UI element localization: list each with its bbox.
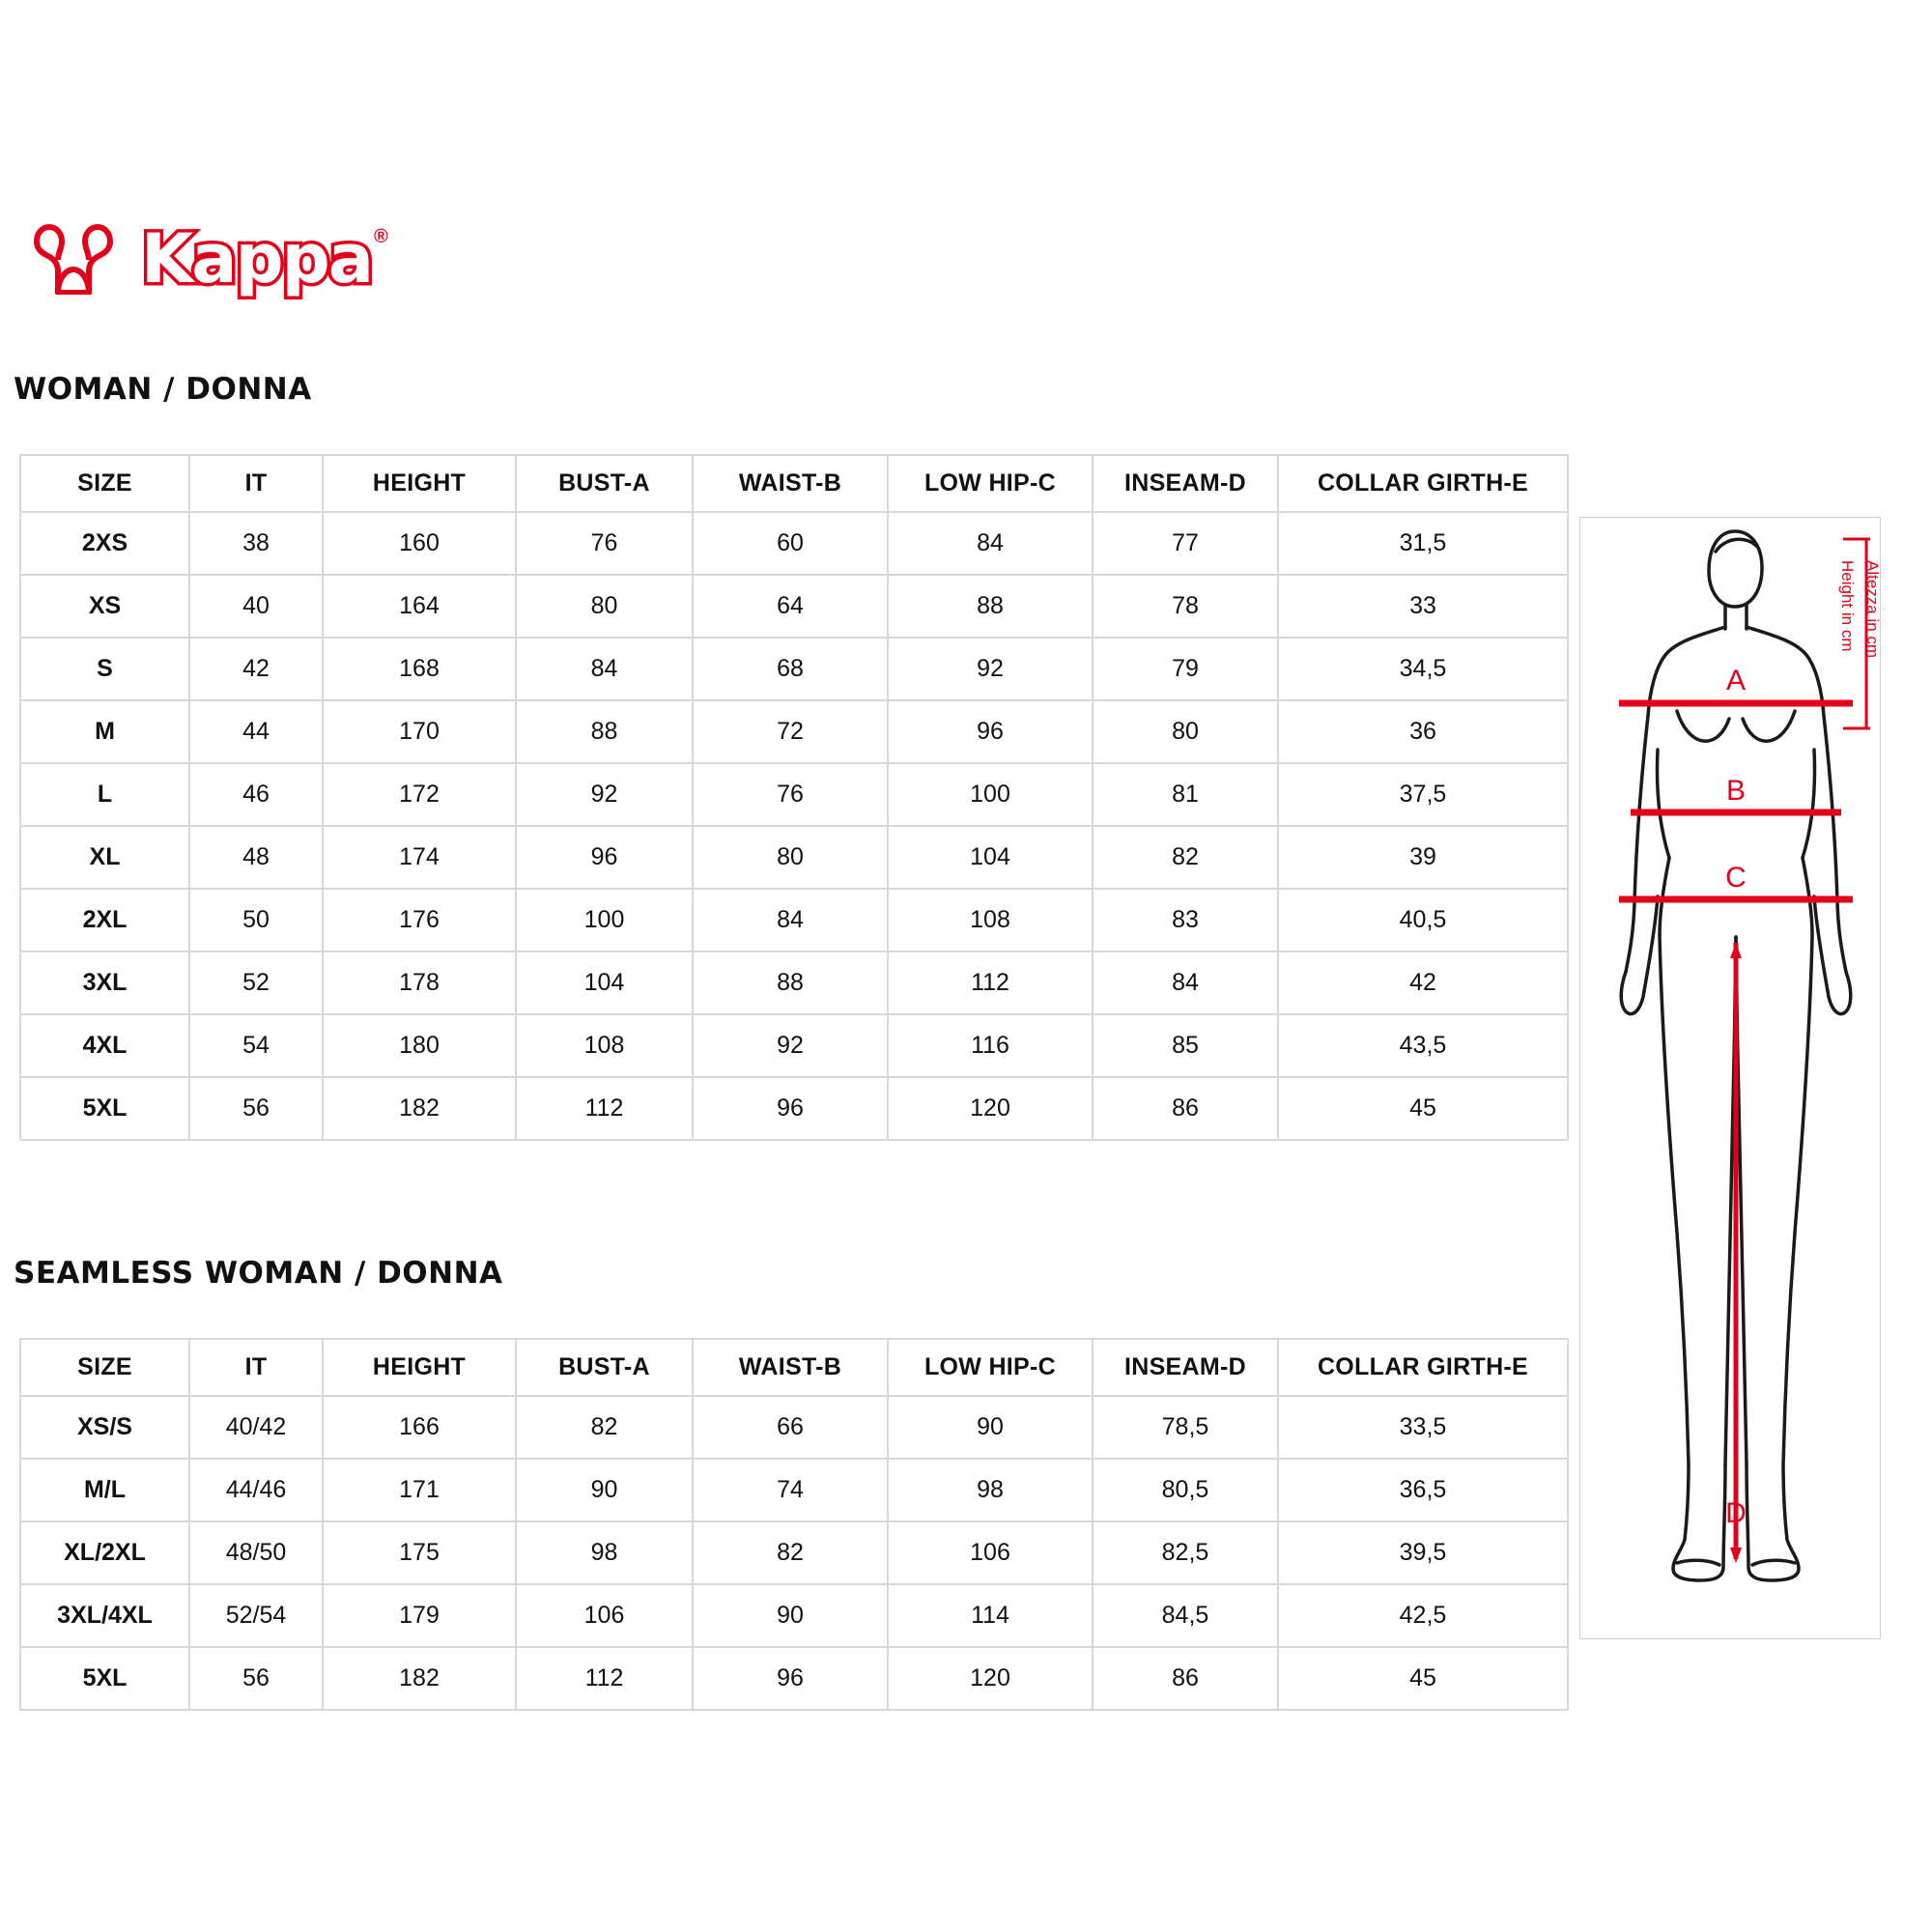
cell-it: 52/54 [189,1584,323,1647]
cell-collar: 42 [1278,952,1568,1014]
cell-it: 56 [189,1077,323,1140]
column-header-waist: WAIST-B [693,1339,888,1396]
cell-hip: 120 [888,1647,1093,1710]
cell-bust: 80 [516,575,693,638]
cell-hip: 92 [888,638,1093,700]
marker-a-label: A [1725,665,1747,696]
cell-size: 3XL [20,952,189,1014]
cell-collar: 40,5 [1278,889,1568,952]
cell-inseam: 84 [1093,952,1278,1014]
cell-inseam: 80,5 [1093,1459,1278,1521]
cell-collar: 42,5 [1278,1584,1568,1647]
cell-height: 168 [323,638,516,700]
marker-b-label: B [1725,775,1747,807]
cell-size: L [20,763,189,826]
cell-waist: 96 [693,1647,888,1710]
cell-it: 50 [189,889,323,952]
cell-collar: 37,5 [1278,763,1568,826]
cell-waist: 92 [693,1014,888,1077]
table-row [20,1014,1568,1077]
column-header-size: SIZE [20,1339,189,1396]
cell-height: 180 [323,1014,516,1077]
registered-mark: ® [373,226,388,247]
measurement-figure [1579,517,1881,1639]
cell-collar: 36,5 [1278,1459,1568,1521]
column-header-height: HEIGHT [323,455,516,512]
cell-waist: 64 [693,575,888,638]
cell-hip: 90 [888,1396,1093,1459]
cell-height: 179 [323,1584,516,1647]
cell-height: 171 [323,1459,516,1521]
table-row [20,889,1568,952]
kappa-wordmark: Kappa [141,219,372,298]
table-row [20,1584,1568,1647]
cell-height: 178 [323,952,516,1014]
cell-size: 2XS [20,512,189,575]
cell-hip: 114 [888,1584,1093,1647]
cell-inseam: 81 [1093,763,1278,826]
cell-it: 56 [189,1647,323,1710]
cell-inseam: 79 [1093,638,1278,700]
cell-inseam: 77 [1093,512,1278,575]
cell-height: 172 [323,763,516,826]
cell-bust: 106 [516,1584,693,1647]
cell-bust: 96 [516,826,693,889]
cell-waist: 76 [693,763,888,826]
cell-collar: 36 [1278,700,1568,763]
cell-hip: 104 [888,826,1093,889]
cell-collar: 31,5 [1278,512,1568,575]
table-row [20,952,1568,1014]
cell-inseam: 78 [1093,575,1278,638]
cell-waist: 80 [693,826,888,889]
cell-it: 44 [189,700,323,763]
cell-hip: 98 [888,1459,1093,1521]
cell-collar: 45 [1278,1077,1568,1140]
table-row [20,575,1568,638]
column-header-bust: BUST-A [516,1339,693,1396]
column-header-inseam: INSEAM-D [1093,455,1278,512]
section-title-woman: WOMAN / DONNA [14,372,312,407]
column-header-bust: BUST-A [516,455,693,512]
cell-inseam: 83 [1093,889,1278,952]
cell-it: 40/42 [189,1396,323,1459]
cell-inseam: 82 [1093,826,1278,889]
table-row [20,512,1568,575]
cell-waist: 88 [693,952,888,1014]
height-label-it: Altezza in cm [1863,560,1882,659]
table-row [20,1459,1568,1521]
cell-size: XL/2XL [20,1521,189,1584]
cell-height: 160 [323,512,516,575]
cell-waist: 96 [693,1077,888,1140]
cell-collar: 39,5 [1278,1521,1568,1584]
cell-size: XS [20,575,189,638]
cell-height: 166 [323,1396,516,1459]
cell-hip: 112 [888,952,1093,1014]
column-header-inseam: INSEAM-D [1093,1339,1278,1396]
cell-height: 175 [323,1521,516,1584]
cell-bust: 76 [516,512,693,575]
cell-size: 3XL/4XL [20,1584,189,1647]
cell-size: S [20,638,189,700]
cell-hip: 108 [888,889,1093,952]
cell-inseam: 86 [1093,1077,1278,1140]
cell-size: XS/S [20,1396,189,1459]
cell-waist: 60 [693,512,888,575]
kappa-logo [19,220,388,298]
column-header-hip: LOW HIP-C [888,455,1093,512]
table-header-row [20,1339,1568,1396]
cell-height: 182 [323,1647,516,1710]
cell-hip: 88 [888,575,1093,638]
cell-bust: 92 [516,763,693,826]
cell-it: 54 [189,1014,323,1077]
cell-waist: 72 [693,700,888,763]
cell-bust: 98 [516,1521,693,1584]
section-title-seamless-woman: SEAMLESS WOMAN / DONNA [14,1256,503,1291]
cell-hip: 106 [888,1521,1093,1584]
cell-bust: 88 [516,700,693,763]
cell-waist: 68 [693,638,888,700]
cell-waist: 90 [693,1584,888,1647]
cell-collar: 33 [1278,575,1568,638]
cell-inseam: 85 [1093,1014,1278,1077]
cell-bust: 104 [516,952,693,1014]
cell-hip: 116 [888,1014,1093,1077]
cell-inseam: 82,5 [1093,1521,1278,1584]
cell-it: 42 [189,638,323,700]
marker-c-label: C [1725,862,1747,894]
cell-size: 4XL [20,1014,189,1077]
cell-collar: 45 [1278,1647,1568,1710]
column-header-hip: LOW HIP-C [888,1339,1093,1396]
cell-size: XL [20,826,189,889]
column-header-it: IT [189,1339,323,1396]
table-row [20,1077,1568,1140]
table-row [20,826,1568,889]
cell-bust: 82 [516,1396,693,1459]
cell-bust: 90 [516,1459,693,1521]
cell-it: 40 [189,575,323,638]
cell-bust: 108 [516,1014,693,1077]
column-header-size: SIZE [20,455,189,512]
column-header-it: IT [189,455,323,512]
column-header-height: HEIGHT [323,1339,516,1396]
cell-inseam: 86 [1093,1647,1278,1710]
size-table-seamless-woman [19,1338,1569,1711]
cell-hip: 96 [888,700,1093,763]
cell-it: 52 [189,952,323,1014]
cell-size: M/L [20,1459,189,1521]
size-table-woman [19,454,1569,1141]
cell-waist: 82 [693,1521,888,1584]
table-row [20,638,1568,700]
table-row [20,1521,1568,1584]
cell-collar: 34,5 [1278,638,1568,700]
cell-waist: 74 [693,1459,888,1521]
cell-it: 48 [189,826,323,889]
cell-it: 46 [189,763,323,826]
cell-hip: 120 [888,1077,1093,1140]
kappa-omini-icon [19,223,128,295]
table-header-row [20,455,1568,512]
table-row [20,1647,1568,1710]
cell-waist: 84 [693,889,888,952]
cell-waist: 66 [693,1396,888,1459]
cell-collar: 43,5 [1278,1014,1568,1077]
cell-bust: 112 [516,1647,693,1710]
cell-collar: 39 [1278,826,1568,889]
cell-hip: 84 [888,512,1093,575]
cell-height: 164 [323,575,516,638]
cell-collar: 33,5 [1278,1396,1568,1459]
cell-hip: 100 [888,763,1093,826]
cell-height: 176 [323,889,516,952]
column-header-collar: COLLAR GIRTH-E [1278,455,1568,512]
cell-height: 182 [323,1077,516,1140]
cell-height: 170 [323,700,516,763]
cell-inseam: 78,5 [1093,1396,1278,1459]
column-header-waist: WAIST-B [693,455,888,512]
cell-size: 5XL [20,1647,189,1710]
table-row [20,763,1568,826]
cell-bust: 100 [516,889,693,952]
height-label-en: Height in cm [1838,560,1857,652]
cell-it: 48/50 [189,1521,323,1584]
cell-it: 38 [189,512,323,575]
cell-size: M [20,700,189,763]
table-row [20,1396,1568,1459]
marker-d-label: D [1725,1497,1747,1529]
table-row [20,700,1568,763]
cell-bust: 84 [516,638,693,700]
cell-inseam: 84,5 [1093,1584,1278,1647]
column-header-collar: COLLAR GIRTH-E [1278,1339,1568,1396]
cell-it: 44/46 [189,1459,323,1521]
cell-inseam: 80 [1093,700,1278,763]
cell-size: 2XL [20,889,189,952]
cell-bust: 112 [516,1077,693,1140]
cell-size: 5XL [20,1077,189,1140]
cell-height: 174 [323,826,516,889]
